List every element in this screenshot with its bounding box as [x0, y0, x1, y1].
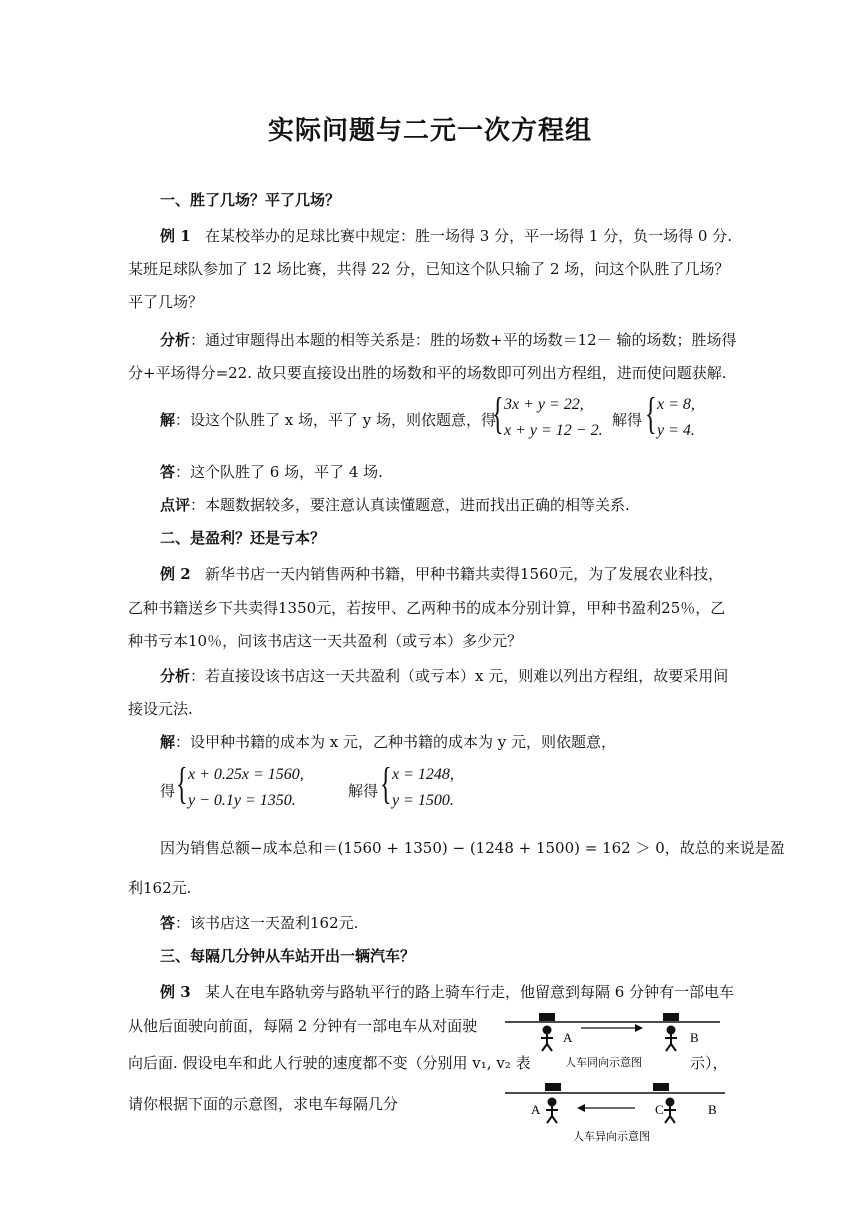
equation-row: y = 1500.: [392, 792, 454, 809]
solve-word: 解得: [348, 782, 379, 800]
point-label-c: C: [655, 1102, 664, 1117]
point-label-b: B: [690, 1030, 699, 1045]
equation-row: x = 1248,: [392, 766, 454, 783]
equation-solution-2: { x = 1248, y = 1500.: [380, 759, 454, 809]
solution-label: 解: [160, 411, 176, 429]
equation-row: x + 0.25x = 1560,: [188, 766, 304, 783]
example-text: 新华书店一天内销售两种书籍，甲种书籍共卖得1560元，为了发展农业科技，: [204, 565, 724, 583]
point-label-a: A: [563, 1030, 573, 1045]
equation-system-2: { x + 0.25x = 1560, y − 0.1y = 1350.: [176, 759, 304, 809]
example-3-line-1: [160, 982, 733, 1002]
person-icon: [664, 1098, 676, 1124]
equation-row: x = 8,: [657, 396, 695, 413]
example-2-line-3: 种书亏本10％，问该书店这一天共盈利（或亏本）多少元？: [128, 632, 523, 650]
solution-label: 解: [160, 733, 176, 751]
get-word: 得: [160, 782, 176, 800]
figure-opposite-direction: [505, 1080, 730, 1146]
example-2-line-1: [160, 564, 733, 584]
calculation-line-2: 利162元.: [128, 879, 192, 897]
example-label: 例 1: [160, 227, 191, 245]
solution-text: ：设这个队胜了 x 场，平了 y 场，则依题意，得: [175, 411, 497, 429]
page-title: 实际问题与二元一次方程组: [267, 116, 592, 146]
example-1-line-2: 某班足球队参加了 12 场比赛，共得 22 分，已知这个队只输了 2 场，问这个队胜了几场？: [128, 260, 730, 278]
example-text: 在某校举办的足球比赛中规定：胜一场得 3 分，平一场得 1 分，负一场得 0 分.: [204, 227, 732, 245]
person-icon: [546, 1098, 558, 1124]
example-text: 某人在电车路轨旁与路轨平行的路上骑车行走，他留意到每隔 6 分钟有一部电车: [204, 983, 735, 1001]
answer-text: ：这个队胜了 6 场，平了 4 场.: [175, 463, 383, 481]
section-2-heading: 二、是盈利？还是亏本？: [160, 529, 326, 547]
analysis-text: ：通过审题得出本题的相等关系是：胜的场数+平的场数＝12－ 输的场数；胜场得: [190, 331, 737, 349]
answer-1: [160, 462, 733, 482]
equation-solution-1: { x = 8, y = 4.: [645, 389, 695, 439]
equation-row: x + y = 12 − 2.: [504, 422, 603, 439]
answer-text: ：该书店这一天盈利162元.: [175, 914, 359, 932]
example-1-line-1: [160, 226, 733, 246]
equation-system-1: { 3x + y = 22, x + y = 12 − 2.: [492, 389, 603, 439]
example-2-line-2: 乙种书籍送乡下共卖得1350元，若按甲、乙两种书的成本分别计算，甲种书盈利25％，乙: [128, 599, 726, 617]
point-label-a: A: [531, 1102, 541, 1117]
section-3-heading: 三、每隔几分钟从车站开出一辆汽车？: [160, 947, 416, 965]
example-3-line-3-end: 示），: [690, 1054, 728, 1072]
comment-label: 点评: [160, 496, 191, 514]
arrow-left-icon: [577, 1104, 585, 1112]
solution-2-line: [160, 732, 733, 752]
section-1-heading: 一、胜了几场？平了几场？: [160, 191, 341, 209]
figure-same-direction: [505, 1008, 730, 1070]
tram-icon: [539, 1013, 555, 1021]
comment-1: [160, 495, 733, 515]
tram-icon: [663, 1013, 679, 1021]
answer-label: 答: [160, 463, 176, 481]
example-3-line-2: 从他后面驶向前面，每隔 2 分钟有一部电车从对面驶: [128, 1017, 478, 1035]
figure-caption: 人车同向示意图: [565, 1056, 642, 1069]
analysis-label: 分析: [160, 331, 191, 349]
solve-word: 解得: [612, 411, 643, 429]
tram-icon: [545, 1083, 561, 1091]
answer-2: [160, 913, 733, 933]
equation-row: 3x + y = 22,: [504, 396, 584, 413]
tram-icon: [653, 1083, 669, 1091]
comment-text: ：本题数据较多，要注意认真读懂题意，进而找出正确的相等关系.: [190, 496, 630, 514]
example-label: 例 3: [160, 983, 191, 1001]
answer-label: 答: [160, 914, 176, 932]
analysis-2-line-2: 接设元法.: [128, 700, 193, 718]
analysis-1-line-1: [160, 330, 737, 350]
person-icon: [665, 1026, 677, 1052]
analysis-1-line-2: 分+平场得分=22. 故只要直接设出胜的场数和平的场数即可列出方程组，进而使问题获解.: [128, 364, 727, 382]
figure-caption: 人车异向示意图: [573, 1130, 650, 1143]
solution-text: ：设甲种书籍的成本为 x 元，乙种书籍的成本为 y 元，则依题意，: [175, 733, 617, 751]
example-label: 例 2: [160, 565, 191, 583]
person-icon: [541, 1026, 553, 1052]
example-1-line-3: 平了几场？: [128, 293, 204, 311]
calculation-line-1: 因为销售总额−成本总和＝(1560 + 1350) − (1248 + 1500) = 162 ＞ 0，故总的来说是盈: [160, 839, 785, 857]
example-3-line-4: 请你根据下面的示意图，求电车每隔几分: [128, 1095, 399, 1113]
analysis-2-line-1: [160, 666, 733, 686]
point-label-b: B: [708, 1102, 717, 1117]
equation-row: y = 4.: [657, 422, 695, 439]
analysis-label: 分析: [160, 667, 191, 685]
example-3-line-3: 向后面. 假设电车和此人行驶的速度都不变（分别用 v₁, v₂ 表: [128, 1054, 531, 1072]
analysis-text: ：若直接设该书店这一天共盈利（或亏本）x 元，则难以列出方程组，故要采用间: [190, 667, 729, 685]
equation-row: y − 0.1y = 1350.: [188, 792, 296, 809]
